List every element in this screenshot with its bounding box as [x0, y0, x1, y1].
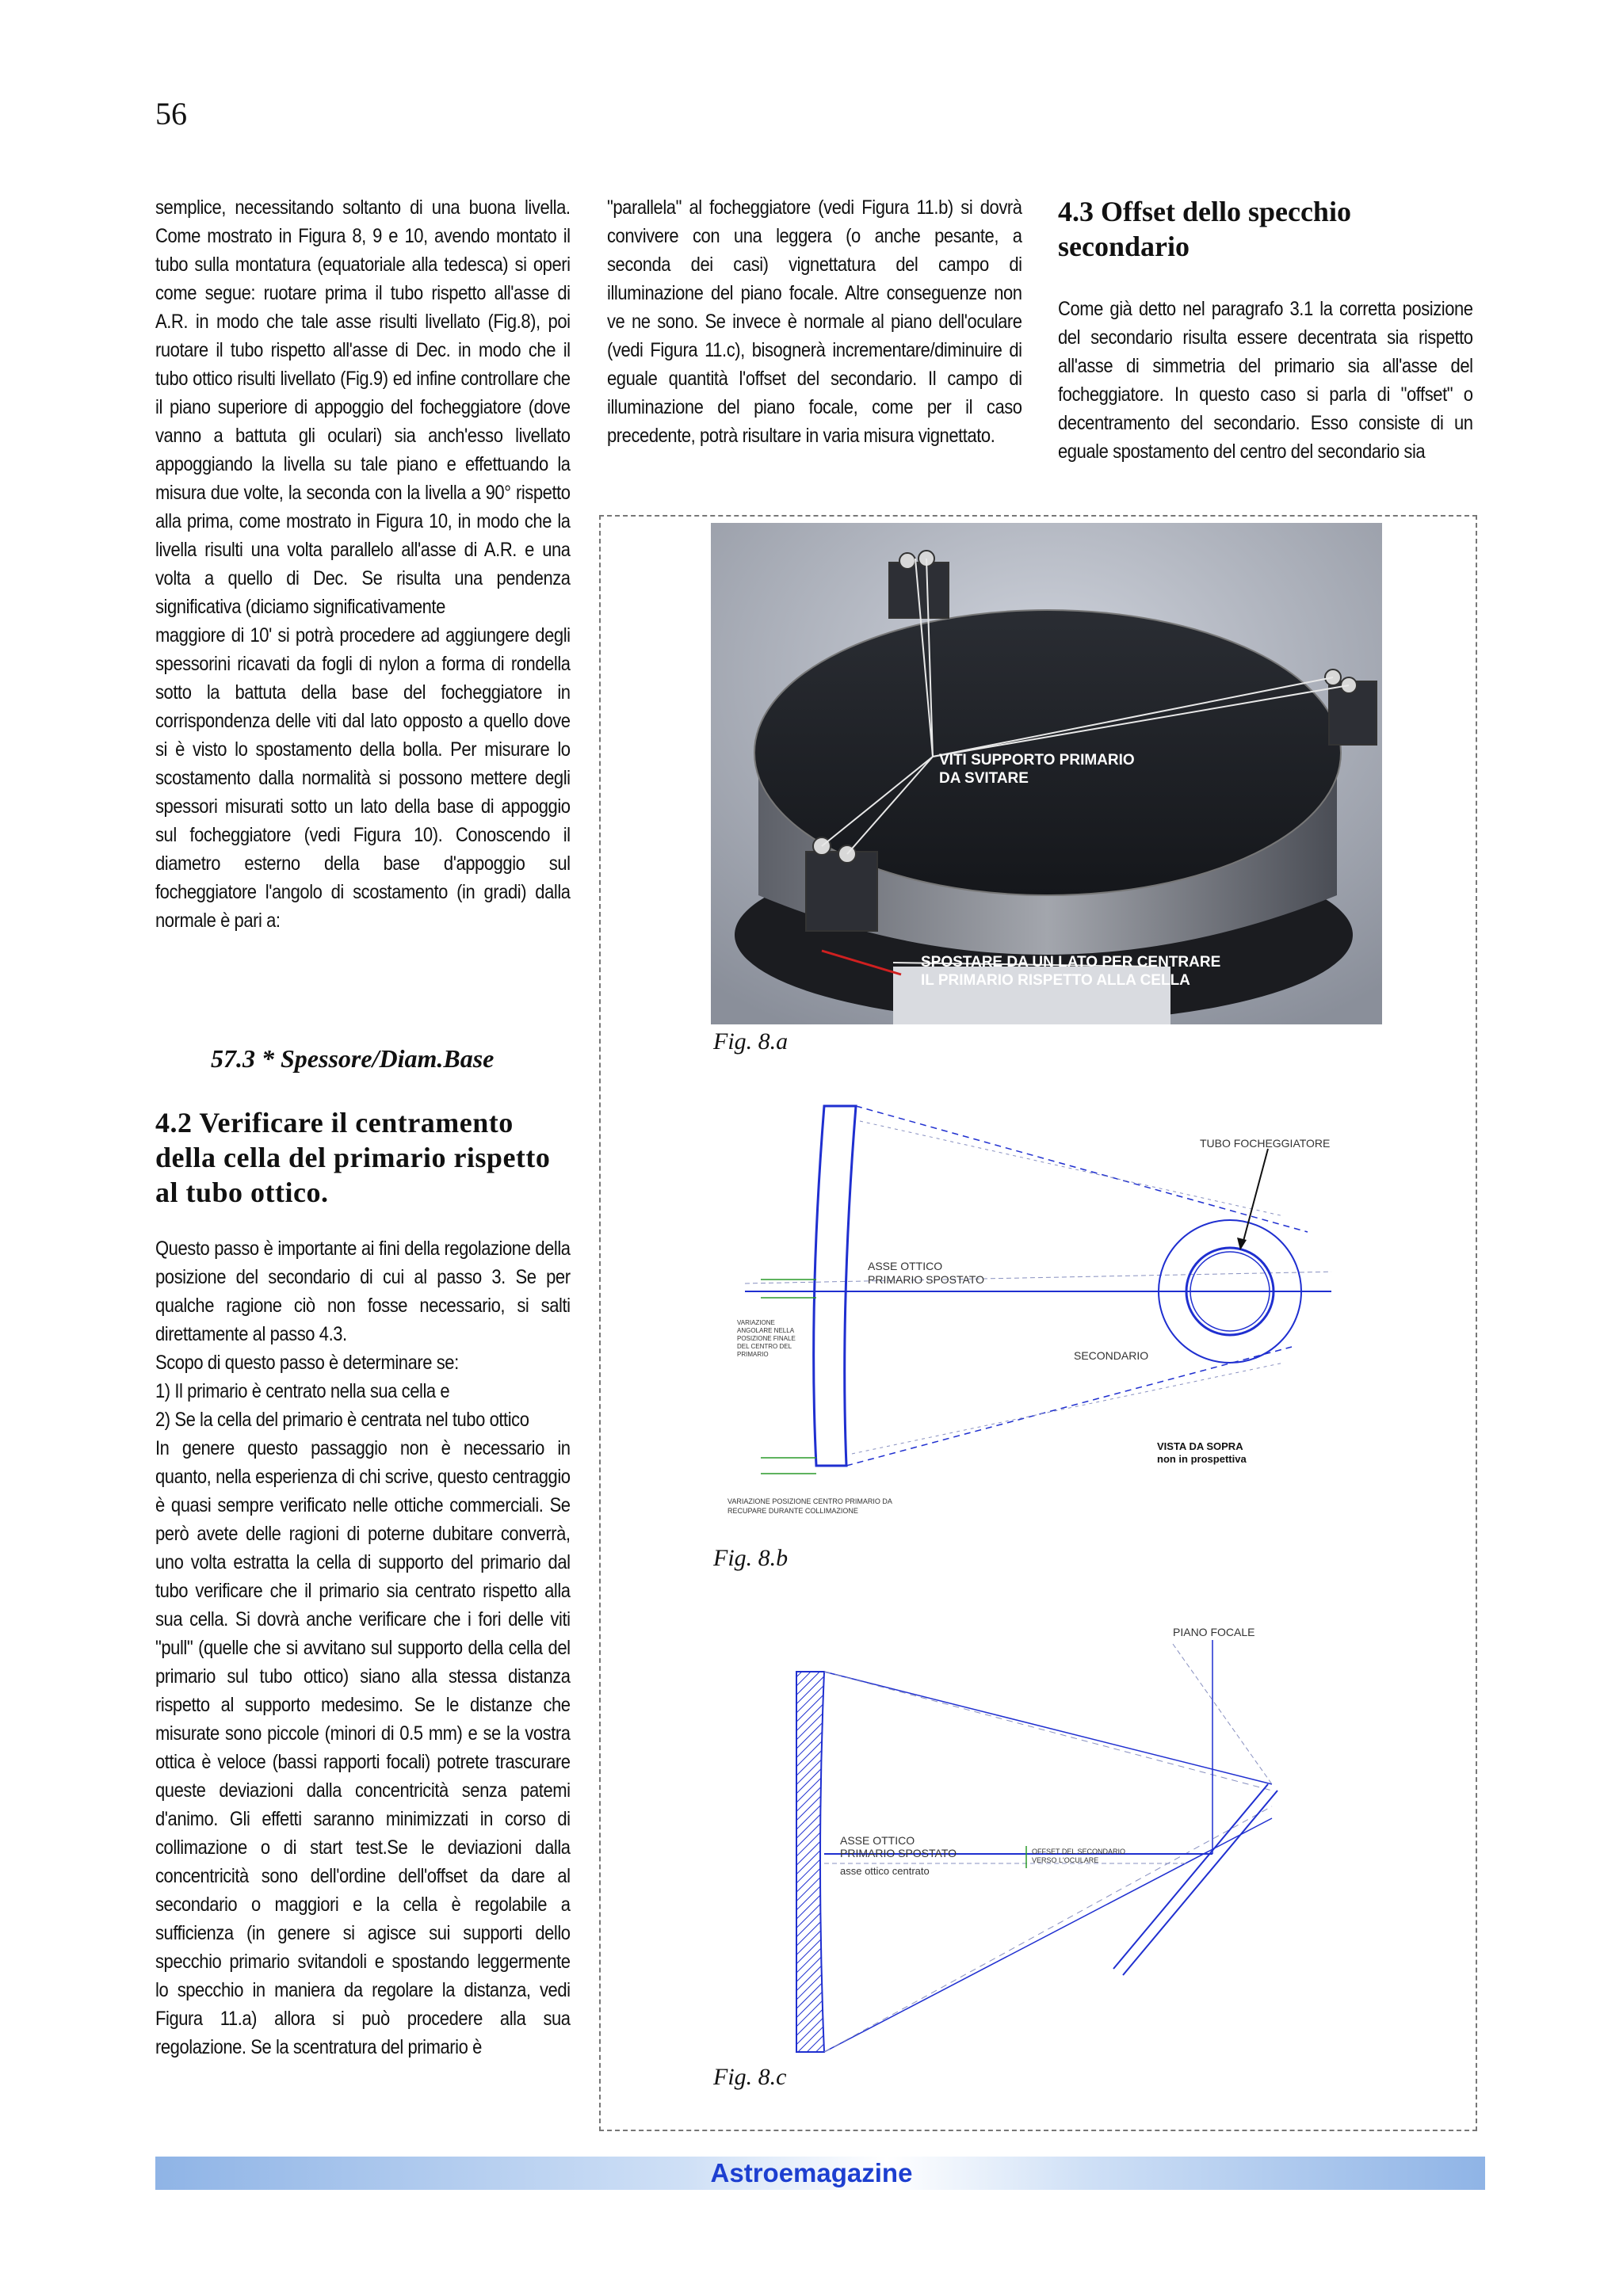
label: asse ottico centrato — [840, 1865, 930, 1877]
label: OFFSET DEL SECONDARIO — [1032, 1848, 1126, 1855]
label: POSIZIONE FINALE — [737, 1335, 796, 1342]
figure-8c-caption: Fig. 8.c — [713, 2064, 787, 2090]
middle-column — [607, 193, 1022, 450]
paragraph: maggiore di 10' si potrà procedere ad aggiungere degli spessorini ricavati da fogli di nylon a forma di rondella sotto la battuta della base del focheggiatore in corrispondenza delle viti dal lato opposto a quello dove si è visto lo spostamento della bolla. Per misurare lo scostamento dalla normalità si possono mettere degli spessori misurati sotto un lato della base di appoggio sul focheggiatore (vedi Figura 10). Conoscendo il diametro esterno della base d'appoggio sul focheggiatore l'angolo di scostamento (in gradi) dalla normale è pari a: — [155, 624, 571, 932]
figure-8a-photo — [711, 523, 1382, 1024]
label: PIANO FOCALE — [1173, 1626, 1255, 1638]
paragraph: semplice, necessitando soltanto di una buona livella. Come mostrato in Figura 8, 9 e 10, avendo montato il tubo sulla montatura (equatoriale alla tedesca) si operi come segue: ruotare prima il tubo rispetto all'asse di A.R. in modo che tale asse risulti livellato (Fig.8), poi ruotare il tubo rispetto all'asse di Dec. in modo che il tubo ottico risulti livellato (Fig.9) ed infine controllare che il piano superiore di appoggio del focheggiatore (dove vanno a battuta gli oculari) sia anch'esso livellato appoggiando la livella su tale piano e effettuando la misura due volte, la seconda con la livella a 90° rispetto alla prima, come mostrato in Figura 10, in modo che la livella risulti una volta parallelo all'asse di A.R. e una volta a quello di Dec. Se risulta una pendenza significativa (diciamo significativamente — [155, 196, 571, 618]
page-number: 56 — [155, 96, 187, 132]
right-column — [1058, 295, 1473, 466]
label: TUBO FOCHEGGIATORE — [1200, 1137, 1331, 1150]
label: VISTA DA SOPRA — [1157, 1440, 1243, 1452]
paragraph: In genere questo passaggio non è necessario in quanto, nella esperienza di chi scrive, questo centraggio è quasi sempre verificato nelle ottiche commerciali. Se però avete delle ragioni di poterne dubitare converrà, uno volta estratta la cella di supporto del primario dal tubo verificare che il primario sia centrato rispetto alla sua cella. Si dovrà anche verificare che i fori delle viti "pull" (quelle che si avvitano sul supporto della cella del primario sul tubo ottico) siano alla stessa distanza rispetto al supporto medesimo. Se le distanze che misurate sono piccole (minori di 0.5 mm) e se la vostra ottica è veloce (bassi rapporti focali) potrete trascurare queste deviazioni dalla concentricità senza patemi d'animo. Gli effetti saranno minimizzati in corso di collimazione o di start test.Se le deviazioni dalla concentricità sono dell'ordine dell'offset da dare al secondario o maggiori e la cella è regolabile a sufficienza (in genere si agisce sui supporti dello specchio primario svitandoli e spostando leggermente lo specchio in maniera da regolare la distanza, vedi Figura 11.a) allora si può procedere alla sua regolazione. Se la scentratura del primario è — [155, 1437, 571, 2058]
label: VERSO L'OCULARE — [1032, 1856, 1099, 1864]
paragraph: Scopo di questo passo è determinare se: — [155, 1352, 459, 1374]
label: VARIAZIONE — [737, 1319, 775, 1326]
section-heading-4-2: 4.2 Verificare il centramento della cella del primario rispetto al tubo ottico. — [155, 1107, 551, 1208]
paragraph: "parallela" al focheggiatore (vedi Figura 11.b) si dovrà convivere con una leggera (o anche pesante, a seconda dei casi) vignettatura del campo di illuminazione del piano focale. Altre conseguenze non ve ne sono. Se invece è normale al piano dell'oculare (vedi Figura 11.c), bisognerà incrementare/diminuire di eguale quantità l'offset del secondario. Il campo di illuminazione del piano focale, come per il caso precedente, potrà risultare in varia misura vignettato. — [607, 196, 1022, 447]
label: VITI SUPPORTO PRIMARIO — [939, 752, 1135, 769]
paragraph: Come già detto nel paragrafo 3.1 la corretta posizione del secondario risulta essere decentrata sia rispetto all'asse di simmetria del primario sia all'asse del focheggiatore. In questo caso si parla di "offset" o decentramento del secondario. Esso consiste di un eguale spostamento del centro del secondario sia — [1058, 298, 1473, 463]
label: SPOSTARE DA UN LATO PER CENTRARE — [921, 954, 1221, 971]
figure-8a-caption: Fig. 8.a — [713, 1028, 789, 1055]
label: ASSE OTTICO — [868, 1260, 943, 1272]
formula: 57.3 * Spessore/Diam.Base — [211, 1044, 495, 1073]
figure-8c-diagram — [713, 1616, 1331, 2092]
left-column — [155, 193, 571, 935]
label: DEL CENTRO DEL — [737, 1343, 792, 1350]
label: RECUPARE DURANTE COLLIMAZIONE — [727, 1507, 858, 1515]
paragraph: 2) Se la cella del primario è centrata nel tubo ottico — [155, 1409, 529, 1431]
label: ASSE OTTICO — [840, 1834, 915, 1847]
label: SECONDARIO — [1074, 1349, 1149, 1362]
label: DA SVITARE — [939, 770, 1029, 787]
footer-magazine-name: Astroemagazine — [710, 2158, 913, 2187]
paragraph: Questo passo è importante ai fini della regolazione della posizione del secondario di cui al passo 3. Se per qualche ragione ciò non fosse necessario, si salti direttamente al passo 4.3. — [155, 1238, 571, 1345]
paragraph: 1) Il primario è centrato nella sua cella e — [155, 1380, 450, 1402]
label: non in prospettiva — [1157, 1453, 1247, 1465]
label: PRIMARIO — [737, 1351, 769, 1358]
figure-8b-diagram — [713, 1093, 1331, 1537]
label: PRIMARIO SPOSTATO — [868, 1273, 985, 1286]
label: VARIAZIONE POSIZIONE CENTRO PRIMARIO DA — [727, 1497, 892, 1505]
figure-8b-caption: Fig. 8.b — [713, 1545, 789, 1571]
section-heading-4-3: 4.3 Offset dello specchio secondario — [1058, 196, 1351, 262]
label: PRIMARIO SPOSTATO — [840, 1847, 957, 1859]
label: ANGOLARE NELLA — [737, 1327, 795, 1334]
section-4-2-body — [155, 1234, 571, 2061]
label: IL PRIMARIO RISPETTO ALLA CELLA — [921, 972, 1190, 989]
